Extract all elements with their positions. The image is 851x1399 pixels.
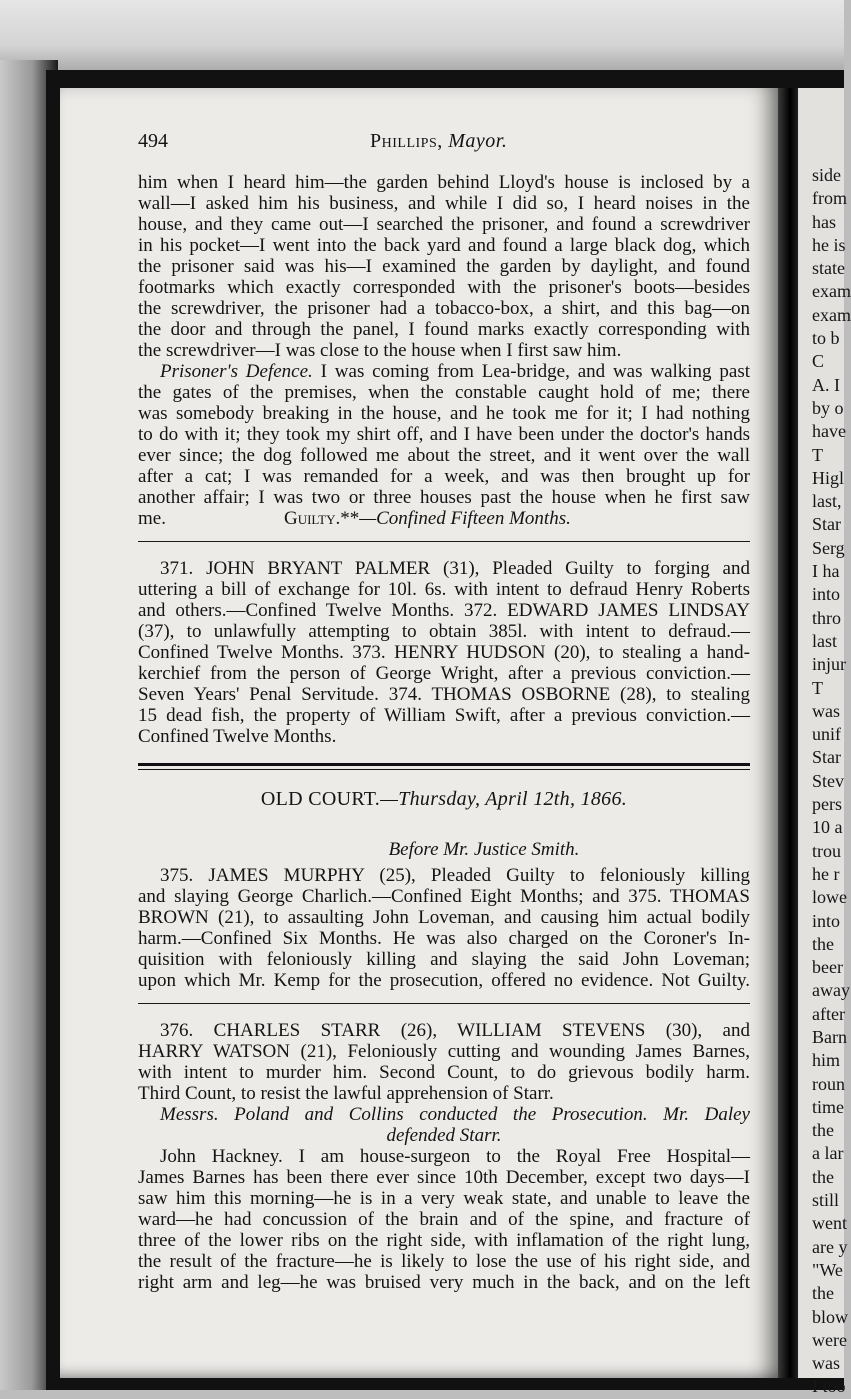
page-content: [138, 130, 750, 1293]
facing-page-fragment: he r: [812, 863, 840, 884]
facing-page-fragment: still: [812, 1190, 840, 1211]
text-line: him when I heard him—the garden behind Lloyd's house is inclosed by a: [138, 172, 750, 193]
verdict-sentence: —Confined Fifteen Months.: [359, 508, 571, 529]
text-line: three of the lower ribs on the right side, with inflamation of the right lung,: [138, 1230, 750, 1251]
text-line: 371. JOHN BRYANT PALMER (31), Pleaded Guilty to forging and: [160, 558, 750, 579]
facing-page-fragment: T: [812, 677, 823, 698]
facing-page-fragment: A. I: [812, 374, 840, 395]
running-title-name: Phillips,: [370, 130, 443, 152]
facing-page-fragment: Higl: [812, 467, 845, 488]
case-376: [138, 1020, 750, 1293]
facing-page-fragment: blow: [812, 1306, 848, 1327]
facing-page-fragment: to b: [812, 328, 840, 349]
facing-page-fragment: state: [812, 258, 845, 279]
defence-first-text: I was coming from Lea-bridge, and was walking past: [320, 361, 750, 382]
counsel-line-2: defended Starr.: [386, 1125, 502, 1146]
text-line: with intent to murder him. Second Count, to do grievous bodily harm.: [138, 1062, 750, 1083]
running-title-role: Mayor.: [448, 130, 508, 152]
text-line: James Barnes has been there ever since 10th December, except two days—I: [138, 1167, 750, 1188]
section-divider: [138, 541, 750, 542]
text-line: right arm and leg—he was bruised very much in the back, and on the left: [138, 1272, 750, 1293]
text-line: wall—I asked him his business, and while I did so, I heard noises in the: [138, 193, 750, 214]
facing-page-fragment: 10 a: [812, 817, 843, 838]
text-line: uttering a bill of exchange for 10l. 6s. with intent to defraud Henry Roberts: [138, 579, 750, 600]
running-head: [138, 130, 750, 160]
facing-page-fragment: exam: [812, 304, 851, 325]
facing-page-fragment: Stev: [812, 770, 845, 791]
facing-page-fragment: injur: [812, 654, 846, 675]
text-line: quisition with feloniously killing and slaying the said John Loveman;: [138, 949, 750, 970]
facing-page-fragment: pers: [812, 794, 842, 815]
text-line: footmarks which exactly corresponded with the prisoner's boots—besides: [138, 277, 750, 298]
text-line: Third Count, to resist the lawful apprehension of Starr.: [138, 1083, 554, 1104]
text-line: after a cat; I was remanded for a week, and was then brought up for: [138, 466, 750, 487]
text-line: house, and they came out—I searched the prisoner, and found a screwdriver: [138, 214, 750, 235]
facing-page-fragment: he is: [812, 234, 846, 255]
facing-page-fragment: was: [812, 1353, 840, 1374]
text-line: ward—he had concussion of the brain and of the spine, and fracture of: [138, 1209, 750, 1230]
court-date: —Thursday, April 12th, 1866.: [380, 788, 628, 810]
facing-page-fragment: T: [812, 444, 823, 465]
text-line: harm.—Confined Six Months. He was also charged on the Coroner's In-: [138, 928, 750, 949]
text-line: kerchief from the person of George Wright, after a previous conviction.—: [138, 663, 750, 684]
facing-page-fragment: into: [812, 584, 841, 605]
text-line: to do with it; they took my shirt off, and I have been under the doctor's hands: [138, 424, 750, 445]
text-line: Confined Twelve Months. 373. HENRY HUDSON (20), to stealing a hand-: [138, 642, 750, 663]
text-line: the door and through the panel, I found marks exactly corresponding with: [138, 319, 750, 340]
text-line: Confined Twelve Months.: [138, 726, 337, 747]
facing-page-fragment: are y: [812, 1236, 848, 1257]
court-name: OLD COURT.: [260, 788, 381, 810]
court-divider: [138, 763, 750, 770]
text-line: and slaying George Charlich.—Confined Eight Months; and 375. THOMAS: [138, 886, 750, 907]
facing-page-fragment: the: [812, 1120, 834, 1141]
summary-cases: [138, 558, 750, 747]
text-line: 15 dead fish, the property of William Swift, after a previous conviction.—: [138, 705, 750, 726]
facing-page-fragment: lowe: [812, 887, 847, 908]
facing-page-fragment: him: [812, 1050, 841, 1071]
facing-page-fragment: into: [812, 910, 841, 931]
text-line: upon which Mr. Kemp for the prosecution, offered no evidence. Not Guilty.: [138, 970, 750, 991]
facing-page-fragment: after: [812, 1003, 845, 1024]
facing-page-fragment: went: [812, 1213, 847, 1234]
section-divider: [138, 1003, 750, 1004]
facing-page-fragment: have: [812, 421, 846, 442]
text-line: was somebody breaking in the house, and he took me for it; I had nothing: [138, 403, 750, 424]
facing-page-fragment: unif: [812, 724, 841, 745]
text-line: 375. JAMES MURPHY (25), Pleaded Guilty to feloniously killing: [160, 865, 750, 886]
text-line: 376. CHARLES STARR (26), WILLIAM STEVENS (30), and: [160, 1020, 750, 1041]
counsel-line: Messrs. Poland and Collins conducted the Prosecution. Mr. Daley: [160, 1104, 750, 1125]
facing-page-fragment: last,: [812, 491, 842, 512]
text-line: the gates of the premises, when the constable caught hold of me; there: [138, 382, 750, 403]
text-line: the screwdriver—I was close to the house when I first saw him.: [138, 340, 622, 361]
facing-page-fragment: trou: [812, 840, 841, 861]
facing-page-fragment: Barn: [812, 1026, 847, 1047]
running-title: [370, 130, 507, 153]
text-line: the screwdriver, the prisoner had a tobacco-box, a shirt, and this bag—on: [138, 298, 750, 319]
facing-page-fragment: has: [812, 211, 836, 232]
text-line: in his pocket—I went into the back yard and found a large black dog, which: [138, 235, 750, 256]
facing-page-fragment: time: [812, 1096, 844, 1117]
facing-page-fragment: Serg: [812, 537, 845, 558]
verdict-label: Guilty.**: [283, 508, 360, 529]
facing-page-text: [798, 164, 851, 1399]
defence-label: Prisoner's Defence.: [160, 361, 313, 382]
facing-page-fragment: by o: [812, 397, 844, 418]
facing-page-fragment: were: [812, 1329, 847, 1350]
text-line: and others.—Confined Twelve Months. 372. EDWARD JAMES LINDSAY: [138, 600, 750, 621]
facing-page-fragment: roun: [812, 1073, 845, 1094]
facing-page-edge: [798, 88, 851, 1397]
facing-page-fragment: Star: [812, 747, 841, 768]
testimony-continuation: [138, 172, 750, 361]
facing-page-fragment: away: [812, 980, 850, 1001]
defence-first-line: [138, 361, 750, 382]
text-line: saw him this morning—he is in a very weak state, and unable to leave the: [138, 1188, 750, 1209]
verdict-line: [138, 508, 750, 529]
text-line: another affair; I was two or three houses past the house when he first saw: [138, 487, 750, 508]
case-375: [138, 865, 750, 991]
facing-page-fragment: the: [812, 933, 834, 954]
book-gutter: [778, 88, 798, 1378]
page-number: 494: [138, 130, 168, 152]
text-line: Seven Years' Penal Servitude. 374. THOMAS OSBORNE (28), to stealing: [138, 684, 750, 705]
facing-page-fragment: the: [812, 1283, 834, 1304]
text-line: the prisoner said was his—I examined the garden by daylight, and found: [138, 256, 750, 277]
facing-page-fragment: exam: [812, 281, 851, 302]
text-line: BROWN (21), to assaulting John Loveman, and causing him actual bodily: [138, 907, 750, 928]
text-line: ever since; the dog followed me about the street, and it went over the wall: [138, 445, 750, 466]
text-line: John Hackney. I am house-surgeon to the Royal Free Hospital—: [160, 1146, 750, 1167]
court-heading: [138, 788, 750, 811]
facing-page-fragment: last: [812, 630, 837, 651]
facing-page-fragment: from: [812, 188, 847, 209]
facing-page-fragment: the: [812, 1166, 834, 1187]
text-end: me.: [138, 508, 166, 529]
facing-page-fragment: I ha: [812, 561, 840, 582]
facing-page-fragment: "We: [812, 1259, 843, 1280]
text-line: the result of the fracture—he is likely to lose the use of his right side, and: [138, 1251, 750, 1272]
facing-page-fragment: C: [812, 351, 825, 372]
facing-page-fragment: thro: [812, 607, 841, 628]
before-judge: Before Mr. Justice Smith.: [388, 839, 580, 860]
facing-page-fragment: was: [812, 700, 840, 721]
facing-page-fragment: beer: [812, 957, 843, 978]
facing-page-fragment: I too: [812, 1376, 846, 1397]
text-line: HARRY WATSON (21), Feloniously cutting and wounding James Barnes,: [138, 1041, 750, 1062]
text-line: (37), to unlawfully attempting to obtain 385l. with intent to defraud.—: [138, 621, 750, 642]
facing-page-fragment: side: [812, 165, 841, 185]
facing-page-fragment: Star: [812, 514, 841, 535]
facing-page-fragment: a lar: [812, 1143, 844, 1164]
prisoner-defence: [138, 361, 750, 529]
